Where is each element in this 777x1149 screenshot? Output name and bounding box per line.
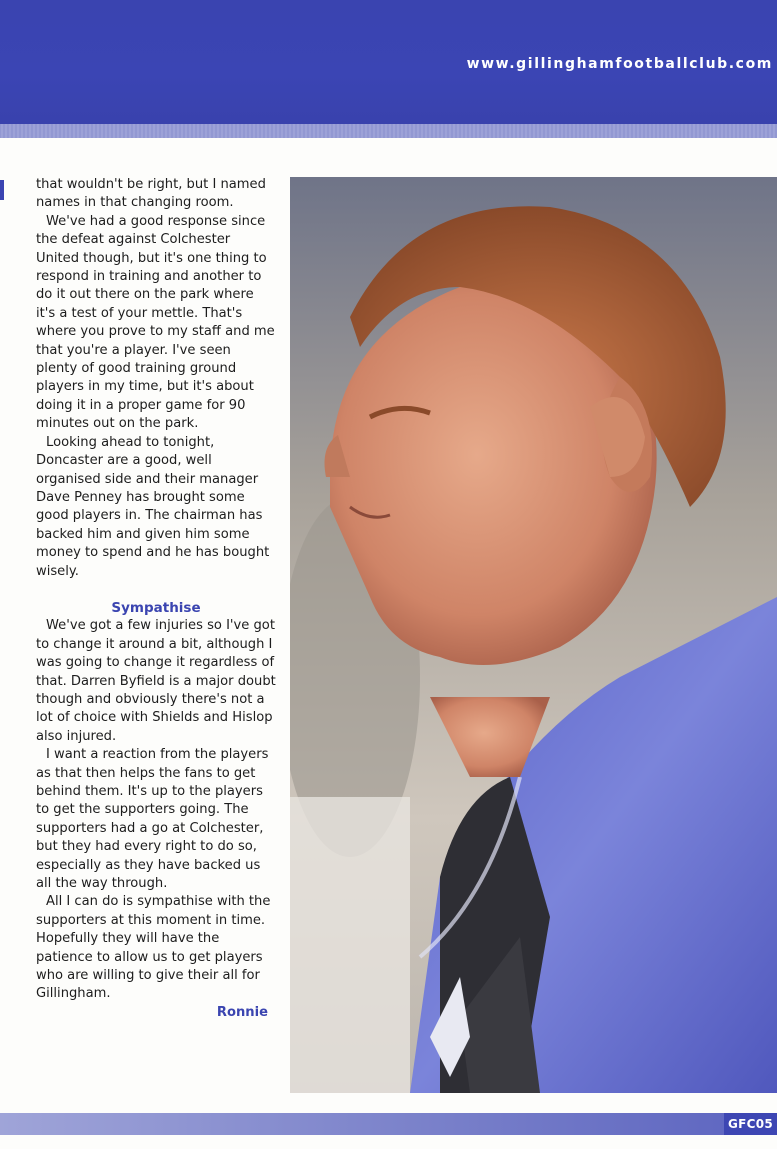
manager-photo-illustration [290,177,777,1093]
header-band-edge [0,124,777,138]
manager-photo [290,177,777,1093]
article-paragraph: that wouldn't be right, but I named names in that changing room. [36,177,266,211]
page-code: GFC05 [724,1113,777,1135]
article-paragraph: All I can do is sympathise with the supporters at this moment in time. Hopefully they will have the patience to allow us to get players who are willing to give their all for Gillingham. [36,894,271,1002]
footer-band [0,1113,777,1135]
article-paragraph: Looking ahead to tonight, Doncaster are a good, well organised side and their manager Dave Penney has brought some good players in. The chairman has backed him and given him some money to spend and he has bought wisely. [36,434,270,579]
article-paragraph: I want a reaction from the players as that then helps the fans to get behind them. It's up to the players to get the supporters going. The supporters had a go at Colchester, but they had every right to do so, especially as they have backed us all the way through. [36,747,269,892]
article-column [36,176,276,1022]
column-marker [0,180,4,200]
article-paragraph: We've had a good response since the defeat against Colchester United though, but it's one thing to respond in training and another to do it out there on the park where it's a test of your mettle. That's where you prove to my staff and me that you're a player. I've seen plenty of good training ground players in my time, but it's about doing it in a proper game for 90 minutes out on the park. [36,213,275,432]
author-signature: Ronnie [216,1004,268,1020]
section-subheading: Sympathise [111,599,201,616]
article-paragraph: We've got a few injuries so I've got to change it around a bit, although I was going to change it regardless of that. Darren Byfield is a major doubt though and obviously there's not a lot of choice with Shields and Hislop also injured. [36,618,276,744]
website-url: www.gillinghamfootballclub.com [466,56,773,72]
